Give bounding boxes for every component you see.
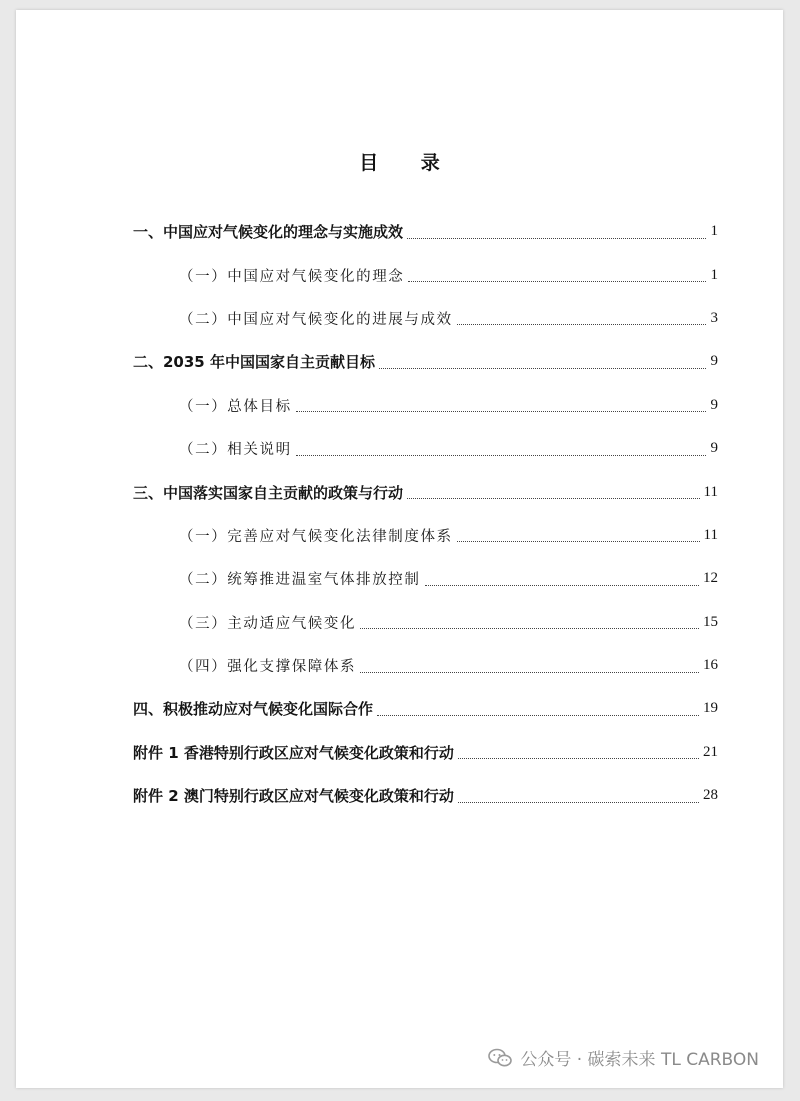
toc-entry-page: 3: [710, 309, 718, 326]
toc-entry-label: （一）完善应对气候变化法律制度体系: [179, 528, 453, 545]
toc-entry-page: 19: [703, 700, 718, 717]
toc-entry[interactable]: [133, 470, 718, 513]
toc-leader-dots: [296, 454, 706, 456]
toc-entry[interactable]: [133, 384, 718, 427]
toc-leader-dots: [408, 280, 706, 282]
toc-title: 目 录: [359, 152, 458, 174]
toc-leader-dots: [457, 323, 706, 325]
toc-entry[interactable]: [133, 340, 718, 383]
toc-entry-page: 12: [703, 570, 718, 587]
toc-entry-label: （二）统筹推进温室气体排放控制: [179, 572, 421, 589]
toc-entry[interactable]: [133, 253, 718, 296]
toc-entry-label: （四）强化支撑保障体系: [179, 659, 357, 676]
toc-entry[interactable]: [133, 687, 718, 730]
toc-entry-page: 9: [710, 353, 718, 370]
toc-entry-label: 附件 1 香港特别行政区应对气候变化政策和行动: [133, 743, 454, 762]
wechat-icon: [488, 1048, 512, 1068]
toc-entry[interactable]: [133, 644, 718, 687]
toc-entry-label: （二）中国应对气候变化的进展与成效: [179, 311, 453, 328]
toc-entry-page: 21: [703, 743, 718, 760]
toc-entry-label: 四、积极推动应对气候变化国际合作: [133, 700, 374, 719]
toc-entry[interactable]: [133, 774, 718, 817]
toc-leader-dots: [458, 757, 699, 759]
toc-entry[interactable]: [133, 210, 718, 253]
toc-leader-dots: [458, 801, 699, 803]
toc-entry[interactable]: [133, 427, 718, 470]
toc-entry[interactable]: [133, 297, 718, 340]
toc-entry-label: 三、中国落实国家自主贡献的政策与行动: [133, 483, 404, 502]
toc-leader-dots: [407, 237, 706, 239]
toc-entry-page: 9: [710, 440, 718, 457]
table-of-contents: [133, 210, 718, 817]
wechat-watermark: [488, 1045, 759, 1070]
toc-leader-dots: [407, 497, 700, 499]
toc-entry-page: 1: [710, 266, 718, 283]
toc-entry-label: 附件 2 澳门特别行政区应对气候变化政策和行动: [133, 787, 454, 806]
toc-entry-page: 1: [710, 223, 718, 240]
toc-leader-dots: [377, 714, 699, 716]
toc-leader-dots: [296, 410, 706, 412]
toc-entry-page: 11: [703, 483, 718, 500]
toc-entry-page: 15: [703, 613, 718, 630]
toc-entry[interactable]: [133, 514, 718, 557]
toc-leader-dots: [360, 671, 699, 673]
toc-entry-label: （一）总体目标: [179, 398, 292, 415]
toc-entry-page: 11: [703, 526, 718, 543]
toc-entry-label: （一）中国应对气候变化的理念: [179, 268, 405, 285]
toc-entry-label: （三）主动适应气候变化: [179, 615, 357, 632]
toc-entry-page: 9: [710, 396, 718, 413]
toc-leader-dots: [360, 627, 699, 629]
toc-entry[interactable]: [133, 601, 718, 644]
toc-entry-page: 28: [703, 787, 718, 804]
document-page: [16, 10, 783, 1088]
watermark-text: 公众号 · 碳索未来 TL CARBON: [520, 1050, 759, 1070]
toc-entry[interactable]: [133, 557, 718, 600]
toc-leader-dots: [457, 540, 700, 542]
toc-entry[interactable]: [133, 731, 718, 774]
toc-entry-page: 16: [703, 657, 718, 674]
toc-leader-dots: [425, 584, 700, 586]
toc-entry-label: 一、中国应对气候变化的理念与实施成效: [133, 223, 404, 242]
toc-entry-label: （二）相关说明: [179, 442, 292, 459]
toc-leader-dots: [379, 367, 706, 369]
toc-entry-label: 二、2035 年中国国家自主贡献目标: [133, 353, 375, 372]
